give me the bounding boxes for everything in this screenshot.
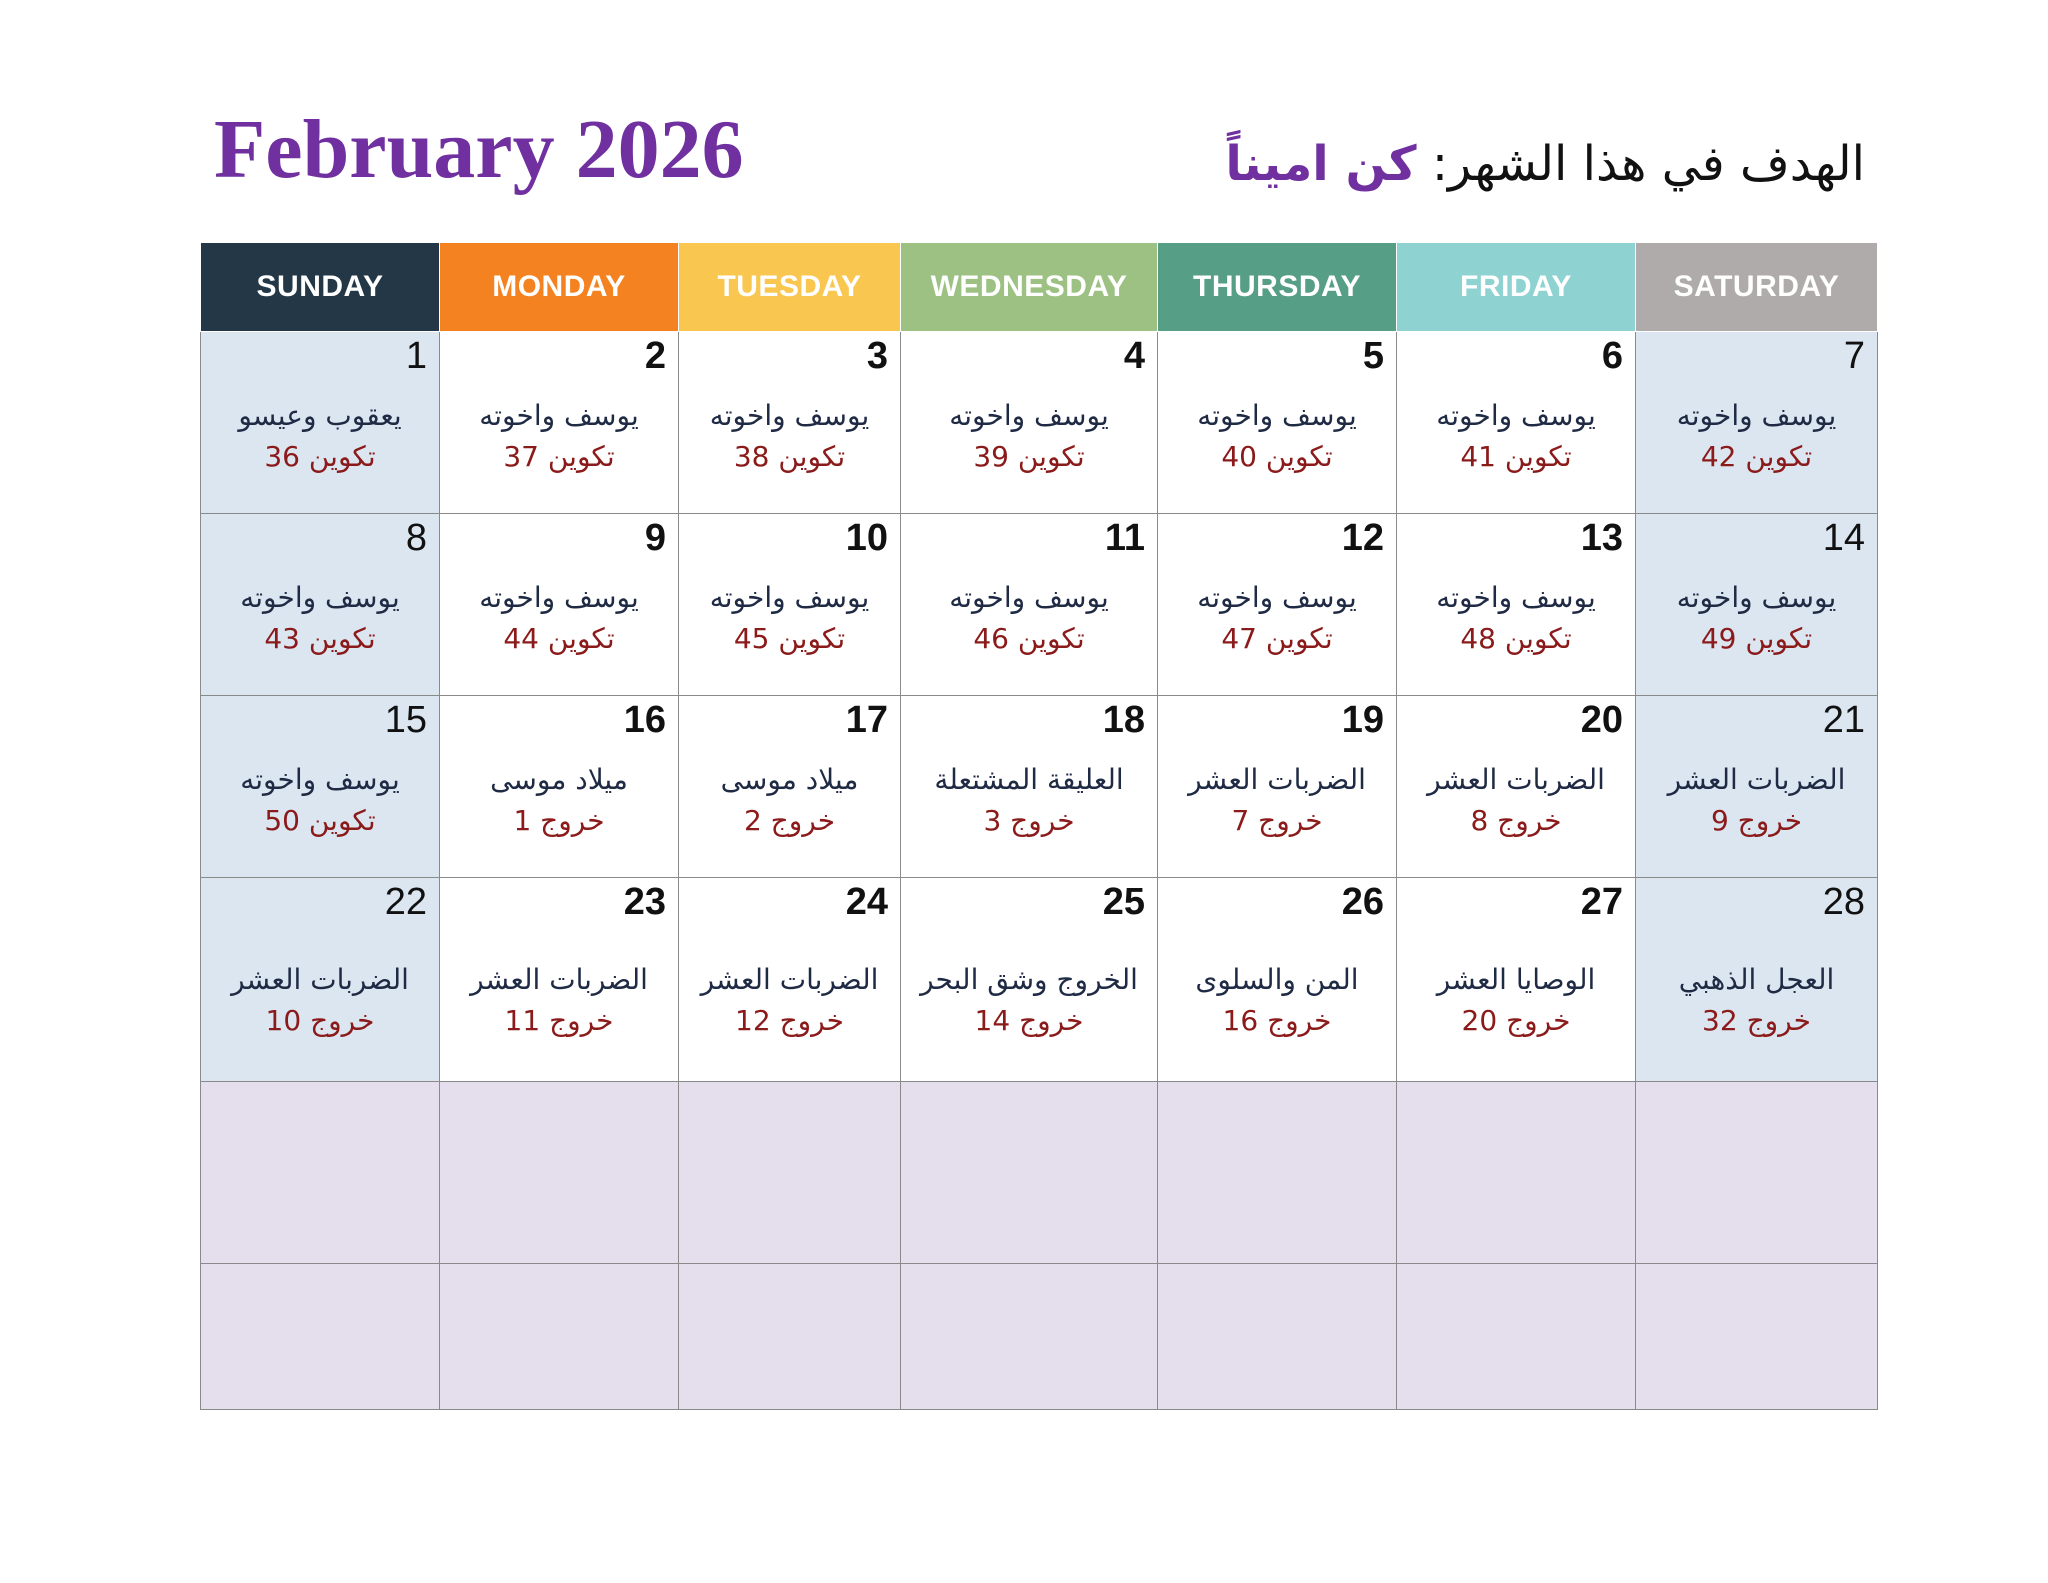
day-number: 18 — [1102, 699, 1145, 741]
weekday-header-saturday: SATURDAY — [1636, 243, 1878, 332]
empty-day-cell — [1158, 1264, 1397, 1410]
day-cell[interactable] — [1158, 332, 1397, 514]
reading-title: العجل الذهبي — [1678, 963, 1835, 996]
reading-reference: تكوين 49 — [1700, 622, 1813, 656]
reading-title: الضربات العشر — [231, 963, 409, 996]
reading-title: يوسف واخوته — [709, 399, 870, 432]
reading-reference: تكوين 46 — [973, 622, 1085, 656]
reading-reference: تكوين 39 — [973, 440, 1085, 474]
day-number: 10 — [845, 517, 888, 559]
reading-title: المن والسلوى — [1195, 963, 1359, 996]
reading-entry — [1636, 576, 1877, 659]
reading-reference: تكوين 36 — [264, 440, 376, 474]
day-cell[interactable] — [440, 332, 679, 514]
reading-title: يعقوب وعيسو — [238, 399, 402, 432]
reading-reference: خروج 16 — [1222, 1004, 1332, 1038]
day-number: 20 — [1580, 699, 1623, 741]
day-number: 13 — [1580, 517, 1623, 559]
day-cell[interactable] — [440, 696, 679, 878]
day-number: 14 — [1822, 517, 1865, 559]
reading-title: يوسف واخوته — [1197, 581, 1357, 614]
reading-title: يوسف واخوته — [479, 399, 639, 432]
day-number: 8 — [405, 517, 427, 559]
reading-entry — [1397, 576, 1635, 659]
day-cell[interactable] — [201, 514, 440, 696]
week-row — [201, 878, 1878, 1082]
blank-week-row — [201, 1264, 1878, 1410]
empty-day-cell — [901, 1082, 1158, 1264]
day-cell[interactable] — [1636, 696, 1878, 878]
reading-reference: خروج 32 — [1702, 1004, 1811, 1038]
reading-title: يوسف واخوته — [1676, 581, 1837, 614]
reading-reference: خروج 20 — [1461, 1004, 1571, 1038]
reading-entry — [901, 958, 1157, 1041]
day-cell[interactable] — [679, 514, 901, 696]
reading-title: الضربات العشر — [1427, 763, 1605, 796]
reading-title: الضربات العشر — [700, 963, 879, 996]
reading-entry — [440, 394, 678, 477]
reading-entry — [1158, 394, 1396, 477]
reading-reference: تكوين 48 — [1460, 622, 1572, 656]
reading-title: يوسف واخوته — [479, 581, 639, 614]
day-cell[interactable] — [1158, 696, 1397, 878]
day-cell[interactable] — [901, 696, 1158, 878]
empty-day-cell — [201, 1264, 440, 1410]
day-number: 9 — [644, 517, 666, 559]
day-cell[interactable] — [440, 878, 679, 1082]
reading-entry — [440, 958, 678, 1041]
reading-title: الخروج وشق البحر — [920, 963, 1138, 996]
reading-entry — [1397, 758, 1635, 841]
day-cell[interactable] — [1397, 514, 1636, 696]
reading-title: الضربات العشر — [470, 963, 648, 996]
reading-entry — [1158, 758, 1396, 841]
day-cell[interactable] — [1636, 878, 1878, 1082]
reading-title: ميلاد موسى — [490, 763, 628, 796]
reading-reference: تكوين 43 — [264, 622, 376, 656]
weekday-header-sunday: SUNDAY — [201, 243, 440, 332]
reading-reference: تكوين 42 — [1700, 440, 1813, 474]
reading-entry — [201, 394, 439, 477]
empty-day-cell — [901, 1264, 1158, 1410]
day-number: 11 — [1104, 517, 1145, 559]
reading-reference: تكوين 47 — [1221, 622, 1333, 656]
week-row — [201, 514, 1878, 696]
calendar-grid — [200, 242, 1878, 1410]
weekday-header-tuesday: TUESDAY — [679, 243, 901, 332]
reading-reference: خروج 3 — [983, 804, 1075, 838]
day-cell[interactable] — [440, 514, 679, 696]
reading-entry — [1636, 758, 1877, 841]
day-number: 27 — [1580, 881, 1623, 923]
reading-reference: خروج 11 — [504, 1004, 614, 1038]
reading-title: يوسف واخوته — [1436, 581, 1596, 614]
week-row — [201, 332, 1878, 514]
reading-entry — [1636, 394, 1877, 477]
goal-label: الهدف في هذا الشهر: — [1431, 136, 1865, 192]
reading-reference: تكوين 38 — [733, 440, 846, 474]
day-number: 4 — [1123, 335, 1145, 377]
reading-entry — [901, 576, 1157, 659]
empty-day-cell — [440, 1082, 679, 1264]
day-number: 7 — [1843, 335, 1865, 377]
empty-day-cell — [679, 1082, 901, 1264]
reading-entry — [901, 394, 1157, 477]
day-cell[interactable] — [201, 878, 440, 1082]
day-cell[interactable] — [679, 696, 901, 878]
empty-day-cell — [201, 1082, 440, 1264]
day-cell[interactable] — [1636, 332, 1878, 514]
day-number: 5 — [1362, 335, 1384, 377]
day-number: 1 — [405, 335, 427, 377]
reading-entry — [440, 576, 678, 659]
weekday-header-friday: FRIDAY — [1397, 243, 1636, 332]
reading-title: يوسف واخوته — [240, 763, 400, 796]
reading-entry — [679, 576, 900, 659]
reading-entry — [1158, 958, 1396, 1041]
day-cell[interactable] — [679, 878, 901, 1082]
week-row — [201, 696, 1878, 878]
empty-day-cell — [1636, 1264, 1878, 1410]
month-title: February 2026 — [214, 103, 744, 196]
reading-reference: تكوين 37 — [503, 440, 615, 474]
day-number: 3 — [866, 335, 888, 377]
blank-week-row — [201, 1082, 1878, 1264]
day-cell[interactable] — [1397, 332, 1636, 514]
day-number: 12 — [1341, 517, 1384, 559]
reading-reference: خروج 10 — [265, 1004, 375, 1038]
day-number: 6 — [1601, 335, 1623, 377]
reading-title: العليقة المشتعلة — [934, 763, 1124, 796]
reading-entry — [679, 394, 900, 477]
day-number: 28 — [1822, 881, 1865, 923]
reading-title: الضربات العشر — [1188, 763, 1366, 796]
goal-value: كن اميناً — [1225, 136, 1417, 192]
reading-entry — [1397, 958, 1635, 1041]
day-cell[interactable] — [1397, 696, 1636, 878]
reading-title: يوسف واخوته — [949, 399, 1109, 432]
day-number: 15 — [384, 699, 427, 741]
reading-title: يوسف واخوته — [1436, 399, 1596, 432]
day-cell[interactable] — [1397, 878, 1636, 1082]
day-number: 26 — [1341, 881, 1384, 923]
reading-reference: خروج 9 — [1710, 804, 1803, 838]
reading-reference: تكوين 41 — [1460, 440, 1572, 474]
day-number: 21 — [1822, 699, 1865, 741]
day-cell[interactable] — [901, 332, 1158, 514]
day-cell[interactable] — [201, 332, 440, 514]
empty-day-cell — [1158, 1082, 1397, 1264]
reading-reference: خروج 7 — [1231, 804, 1323, 838]
empty-day-cell — [440, 1264, 679, 1410]
reading-title: يوسف واخوته — [709, 581, 870, 614]
day-number: 16 — [623, 699, 666, 741]
reading-reference: خروج 8 — [1470, 804, 1562, 838]
weekday-header-wednesday: WEDNESDAY — [901, 243, 1158, 332]
monthly-goal — [1225, 138, 1865, 191]
day-cell[interactable] — [1158, 878, 1397, 1082]
day-number: 22 — [384, 881, 427, 923]
day-cell[interactable] — [201, 696, 440, 878]
day-number: 17 — [845, 699, 888, 741]
weekday-header-row — [201, 243, 1878, 332]
day-number: 19 — [1341, 699, 1384, 741]
empty-day-cell — [1397, 1082, 1636, 1264]
empty-day-cell — [1397, 1264, 1636, 1410]
reading-entry — [679, 758, 900, 841]
reading-entry — [1158, 576, 1396, 659]
reading-title: يوسف واخوته — [240, 581, 400, 614]
day-cell[interactable] — [1158, 514, 1397, 696]
reading-title: ميلاد موسى — [720, 763, 859, 796]
day-number: 24 — [845, 881, 888, 923]
reading-entry — [201, 958, 439, 1041]
day-number: 2 — [644, 335, 666, 377]
reading-entry — [1636, 958, 1877, 1041]
reading-entry — [201, 758, 439, 841]
reading-reference: تكوين 44 — [503, 622, 615, 656]
reading-reference: تكوين 40 — [1221, 440, 1333, 474]
reading-reference: خروج 12 — [735, 1004, 844, 1038]
day-cell[interactable] — [901, 878, 1158, 1082]
day-number: 23 — [623, 881, 666, 923]
empty-day-cell — [1636, 1082, 1878, 1264]
reading-entry — [201, 576, 439, 659]
reading-entry — [901, 758, 1157, 841]
reading-title: الضربات العشر — [1667, 763, 1846, 796]
reading-reference: خروج 14 — [974, 1004, 1084, 1038]
reading-reference: خروج 1 — [513, 804, 605, 838]
reading-entry — [679, 958, 900, 1041]
day-cell[interactable] — [901, 514, 1158, 696]
reading-reference: خروج 2 — [743, 804, 836, 838]
reading-entry — [440, 758, 678, 841]
weekday-header-monday: MONDAY — [440, 243, 679, 332]
weekday-header-thursday: THURSDAY — [1158, 243, 1397, 332]
day-cell[interactable] — [1636, 514, 1878, 696]
reading-title: يوسف واخوته — [949, 581, 1109, 614]
reading-entry — [1397, 394, 1635, 477]
reading-title: يوسف واخوته — [1676, 399, 1837, 432]
day-number: 25 — [1102, 881, 1145, 923]
reading-reference: تكوين 45 — [733, 622, 846, 656]
day-cell[interactable] — [679, 332, 901, 514]
reading-reference: تكوين 50 — [264, 804, 376, 838]
reading-title: يوسف واخوته — [1197, 399, 1357, 432]
empty-day-cell — [679, 1264, 901, 1410]
reading-title: الوصايا العشر — [1436, 963, 1596, 996]
